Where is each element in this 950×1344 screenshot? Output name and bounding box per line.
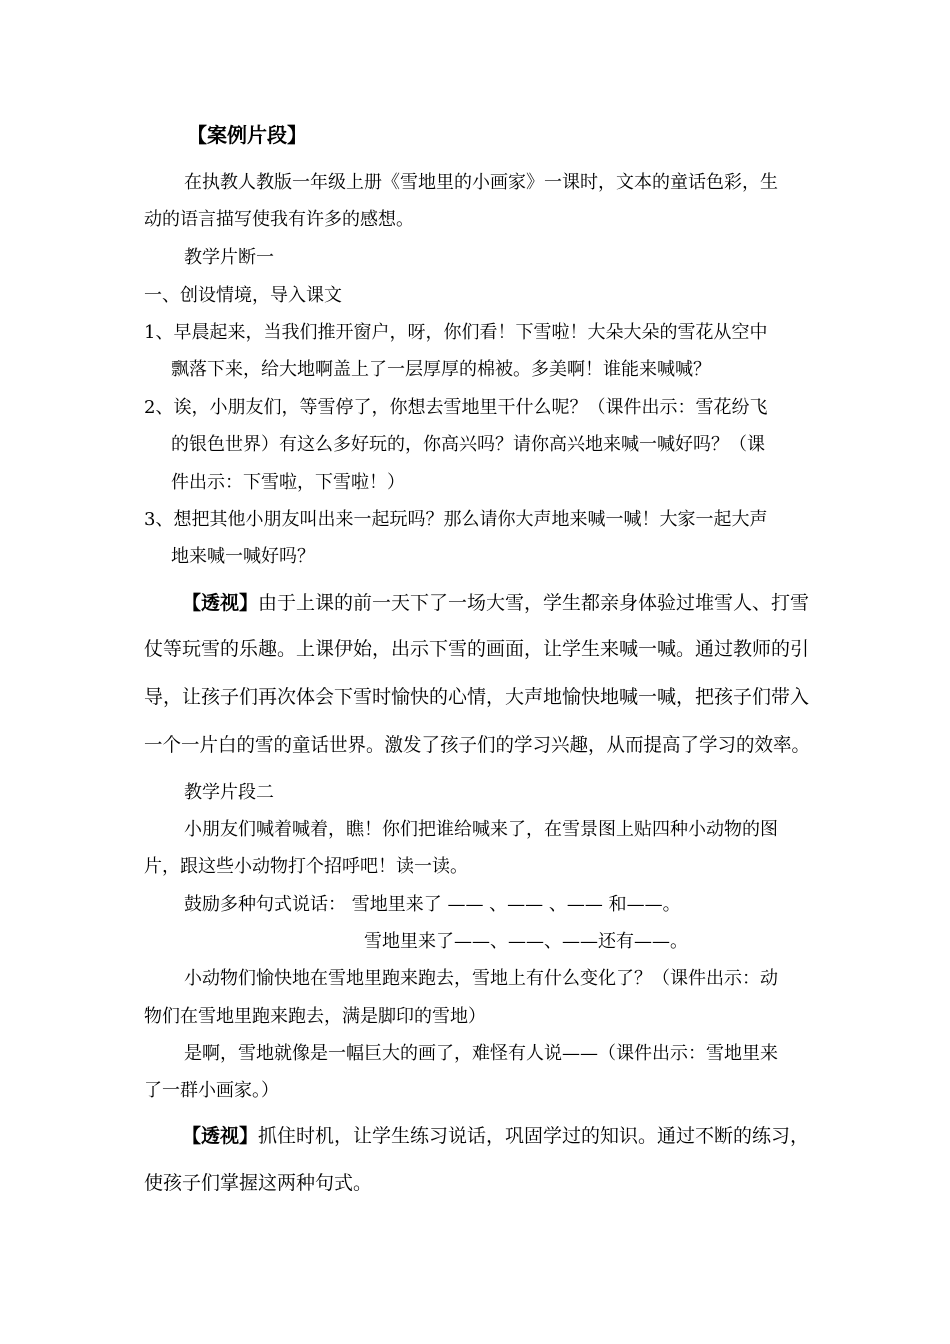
item-1-line-1: 1、早晨起来，当我们推开窗户，呀，你们看！下雪啦！大朵大朵的雪花从空中 <box>144 322 768 343</box>
item-2-line-2: 的银色世界）有这么多好玩的，你高兴吗？请你高兴地来喊一喊好吗？（课 <box>171 434 765 455</box>
item-2-line-3: 件出示：下雪啦，下雪啦！） <box>171 472 405 493</box>
segment-2-p2-line-1: 鼓励多种句式说话： 雪地里来了 —— 、—— 、—— 和——。 <box>184 894 681 915</box>
item-3-line-1: 3、想把其他小朋友叫出来一起玩吗？那么请你大声地来喊一喊！大家一起大声 <box>144 509 768 530</box>
segment-2-p4-line-2: 了一群小画家。） <box>144 1080 279 1101</box>
item-1-line-2: 飘落下来，给大地啊盖上了一层厚厚的棉被。多美啊！谁能来喊喊？ <box>171 359 711 380</box>
commentary-1-line-1 <box>182 594 809 613</box>
item-2-line-1: 2、诶，小朋友们，等雪停了，你想去雪地里干什么呢？（课件出示：雪花纷飞 <box>144 397 768 418</box>
section-heading: 【案例片段】 <box>187 123 307 147</box>
segment-1-title: 教学片断一 <box>184 247 274 268</box>
commentary-1-line-3: 导，让孩子们再次体会下雪时愉快的心情，大声地愉快地喊一喊，把孩子们带入 <box>144 686 810 708</box>
commentary-2-line-2: 使孩子们掌握这两种句式。 <box>144 1172 373 1194</box>
segment-2-p3-line-2: 物们在雪地里跑来跑去，满是脚印的雪地） <box>144 1006 486 1027</box>
intro-line-1: 在执教人教版一年级上册《雪地里的小画家》一课时，文本的童话色彩，生 <box>184 172 778 193</box>
segment-2-p2-line-2: 雪地里来了——、——、——还有——。 <box>364 931 688 952</box>
segment-2-p4-line-1: 是啊，雪地就像是一幅巨大的画了，难怪有人说——（课件出示：雪地里来 <box>184 1043 778 1064</box>
commentary-1-text: 由于上课的前一天下了一场大雪，学生都亲身体验过堆雪人、打雪 <box>258 592 810 614</box>
section-1-title: 一、创设情境，导入课文 <box>144 285 342 306</box>
commentary-2-line-1 <box>182 1127 809 1146</box>
commentary-1-label: 【透视】 <box>182 592 259 614</box>
commentary-1-line-4: 一个一片白的雪的童话世界。激发了孩子们的学习兴趣，从而提高了学习的效率。 <box>144 734 811 756</box>
segment-2-p3-line-1: 小动物们愉快地在雪地里跑来跑去，雪地上有什么变化了？（课件出示：动 <box>184 968 778 989</box>
item-3-line-2: 地来喊一喊好吗？ <box>171 546 315 567</box>
segment-2-title: 教学片段二 <box>184 782 274 803</box>
segment-2-p1-line-1: 小朋友们喊着喊着，瞧！你们把谁给喊来了，在雪景图上贴四种小动物的图 <box>184 819 778 840</box>
segment-2-p1-line-2: 片，跟这些小动物打个招呼吧！读一读。 <box>144 856 468 877</box>
commentary-2-label: 【透视】 <box>182 1125 259 1147</box>
commentary-1-line-2: 仗等玩雪的乐趣。上课伊始，出示下雪的画面，让学生来喊一喊。通过教师的引 <box>144 638 810 660</box>
intro-line-2: 动的语言描写使我有许多的感想。 <box>144 209 414 230</box>
commentary-2-text: 抓住时机，让学生练习说话，巩固学过的知识。通过不断的练习， <box>258 1125 810 1147</box>
